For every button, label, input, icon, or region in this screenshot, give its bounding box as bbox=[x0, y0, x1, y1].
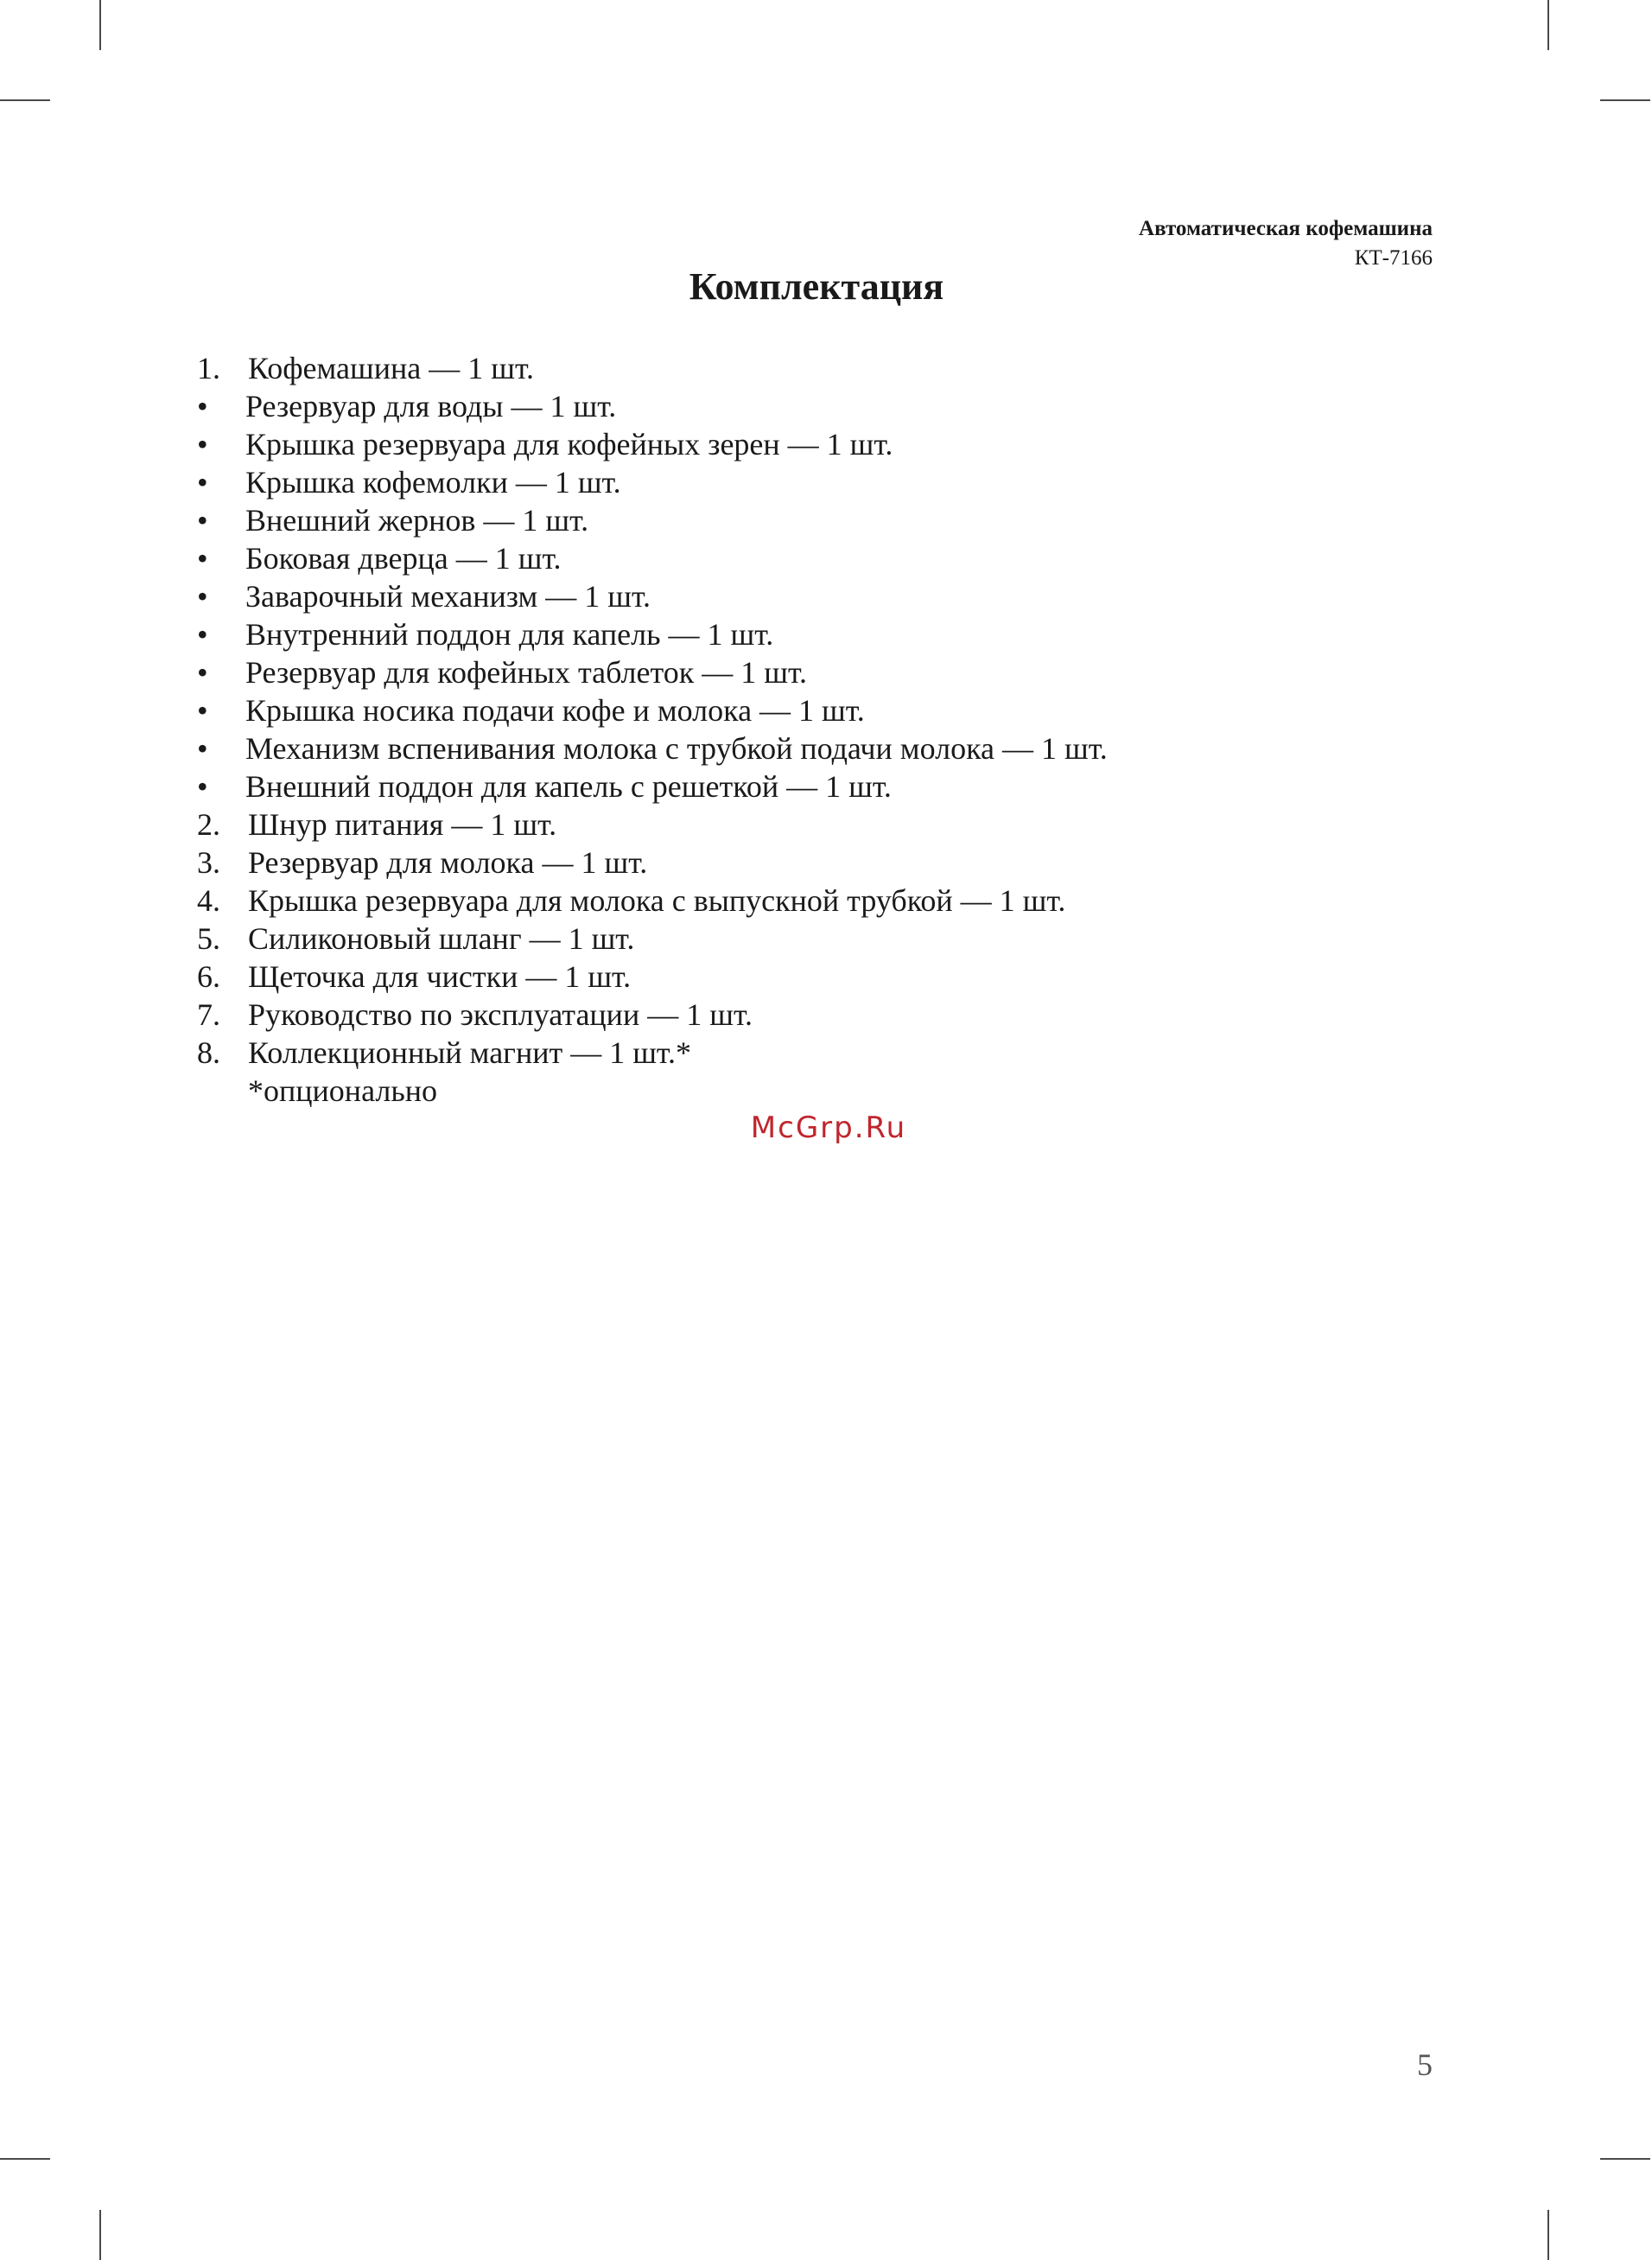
sub-list-item-text: Резервуар для воды — 1 шт. bbox=[245, 389, 617, 423]
list-item bbox=[197, 882, 1108, 920]
list-item-number: 8. bbox=[197, 1035, 220, 1070]
sub-list-item bbox=[197, 463, 1108, 501]
bullet-icon: • bbox=[197, 427, 208, 462]
sub-list-item-text: Боковая дверца — 1 шт. bbox=[245, 541, 562, 576]
sub-list-item-text: Внешний жернов — 1 шт. bbox=[245, 503, 589, 538]
list-item bbox=[197, 805, 1108, 844]
bullet-icon: • bbox=[197, 465, 208, 500]
crop-mark bbox=[99, 2210, 101, 2260]
list-item bbox=[197, 958, 1108, 996]
list-item-text: Коллекционный магнит — 1 шт.* bbox=[248, 1035, 691, 1070]
sub-list-item-text: Механизм вспенивания молока с трубкой подачи молока — 1 шт. bbox=[245, 731, 1108, 766]
sub-list-item bbox=[197, 653, 1108, 691]
watermark: McGrp.Ru bbox=[750, 1111, 907, 1145]
sub-list-item-text: Крышка кофемолки — 1 шт. bbox=[245, 465, 621, 500]
kit-list bbox=[197, 349, 1108, 1110]
sub-list-item-text: Крышка резервуара для кофейных зерен — 1 шт. bbox=[245, 427, 893, 462]
sub-list-item-text: Внешний поддон для капель с решеткой — 1 шт. bbox=[245, 769, 892, 804]
list-item-number: 5. bbox=[197, 921, 220, 956]
bullet-icon: • bbox=[197, 503, 208, 538]
bullet-icon: • bbox=[197, 769, 208, 804]
page-title: Комплектация bbox=[689, 265, 944, 308]
sub-list-item bbox=[197, 691, 1108, 729]
bullet-icon: • bbox=[197, 655, 208, 690]
list-item-number: 6. bbox=[197, 959, 220, 994]
list-item-number: 4. bbox=[197, 883, 220, 918]
bullet-icon: • bbox=[197, 389, 208, 423]
footnote: *опционально bbox=[248, 1073, 438, 1108]
sub-list-item-text: Внутренний поддон для капель — 1 шт. bbox=[245, 617, 774, 652]
sub-list-item bbox=[197, 767, 1108, 805]
sub-list-item bbox=[197, 425, 1108, 463]
crop-mark bbox=[1547, 0, 1549, 50]
sub-list-item bbox=[197, 615, 1108, 653]
list-item-number: 2. bbox=[197, 807, 220, 842]
crop-mark bbox=[0, 2158, 50, 2160]
sub-list-item bbox=[197, 539, 1108, 577]
list-item bbox=[197, 996, 1108, 1034]
list-item bbox=[197, 920, 1108, 958]
list-item-text: Силиконовый шланг — 1 шт. bbox=[248, 921, 635, 956]
bullet-icon: • bbox=[197, 617, 208, 652]
sub-list bbox=[197, 387, 1108, 805]
list-item-number: 3. bbox=[197, 845, 220, 880]
model-number: КТ-7166 bbox=[1354, 246, 1433, 270]
list-item-text: Шнур питания — 1 шт. bbox=[248, 807, 557, 842]
list-item-text: Щеточка для чистки — 1 шт. bbox=[248, 959, 632, 994]
sub-list-item bbox=[197, 501, 1108, 539]
crop-mark bbox=[1600, 2158, 1650, 2160]
crop-mark bbox=[0, 99, 50, 101]
crop-mark bbox=[1600, 99, 1650, 101]
list-item-text: Кофемашина — 1 шт. bbox=[248, 351, 535, 385]
crop-mark bbox=[1547, 2210, 1549, 2260]
list-item-number: 1. bbox=[197, 351, 220, 385]
bullet-icon: • bbox=[197, 693, 208, 728]
list-item bbox=[197, 349, 1108, 387]
list-item-text: Крышка резервуара для молока с выпускной трубкой — 1 шт. bbox=[248, 883, 1066, 918]
page-number: 5 bbox=[1417, 2047, 1433, 2082]
sub-list-item bbox=[197, 729, 1108, 767]
crop-mark bbox=[99, 0, 101, 50]
bullet-icon: • bbox=[197, 579, 208, 614]
bullet-icon: • bbox=[197, 541, 208, 576]
sub-list-item-text: Крышка носика подачи кофе и молока — 1 шт. bbox=[245, 693, 865, 728]
list-item-text: Руководство по эксплуатации — 1 шт. bbox=[248, 997, 753, 1032]
sub-list-item-text: Резервуар для кофейных таблеток — 1 шт. bbox=[245, 655, 807, 690]
sub-list-item-text: Заварочный механизм — 1 шт. bbox=[245, 579, 651, 614]
product-name: Автоматическая кофемашина bbox=[1139, 217, 1433, 240]
list-item bbox=[197, 1034, 1108, 1072]
bullet-icon: • bbox=[197, 731, 208, 766]
list-item-text: Резервуар для молока — 1 шт. bbox=[248, 845, 648, 880]
sub-list-item bbox=[197, 387, 1108, 425]
sub-list-item bbox=[197, 577, 1108, 615]
list-item bbox=[197, 844, 1108, 882]
list-item-number: 7. bbox=[197, 997, 220, 1032]
